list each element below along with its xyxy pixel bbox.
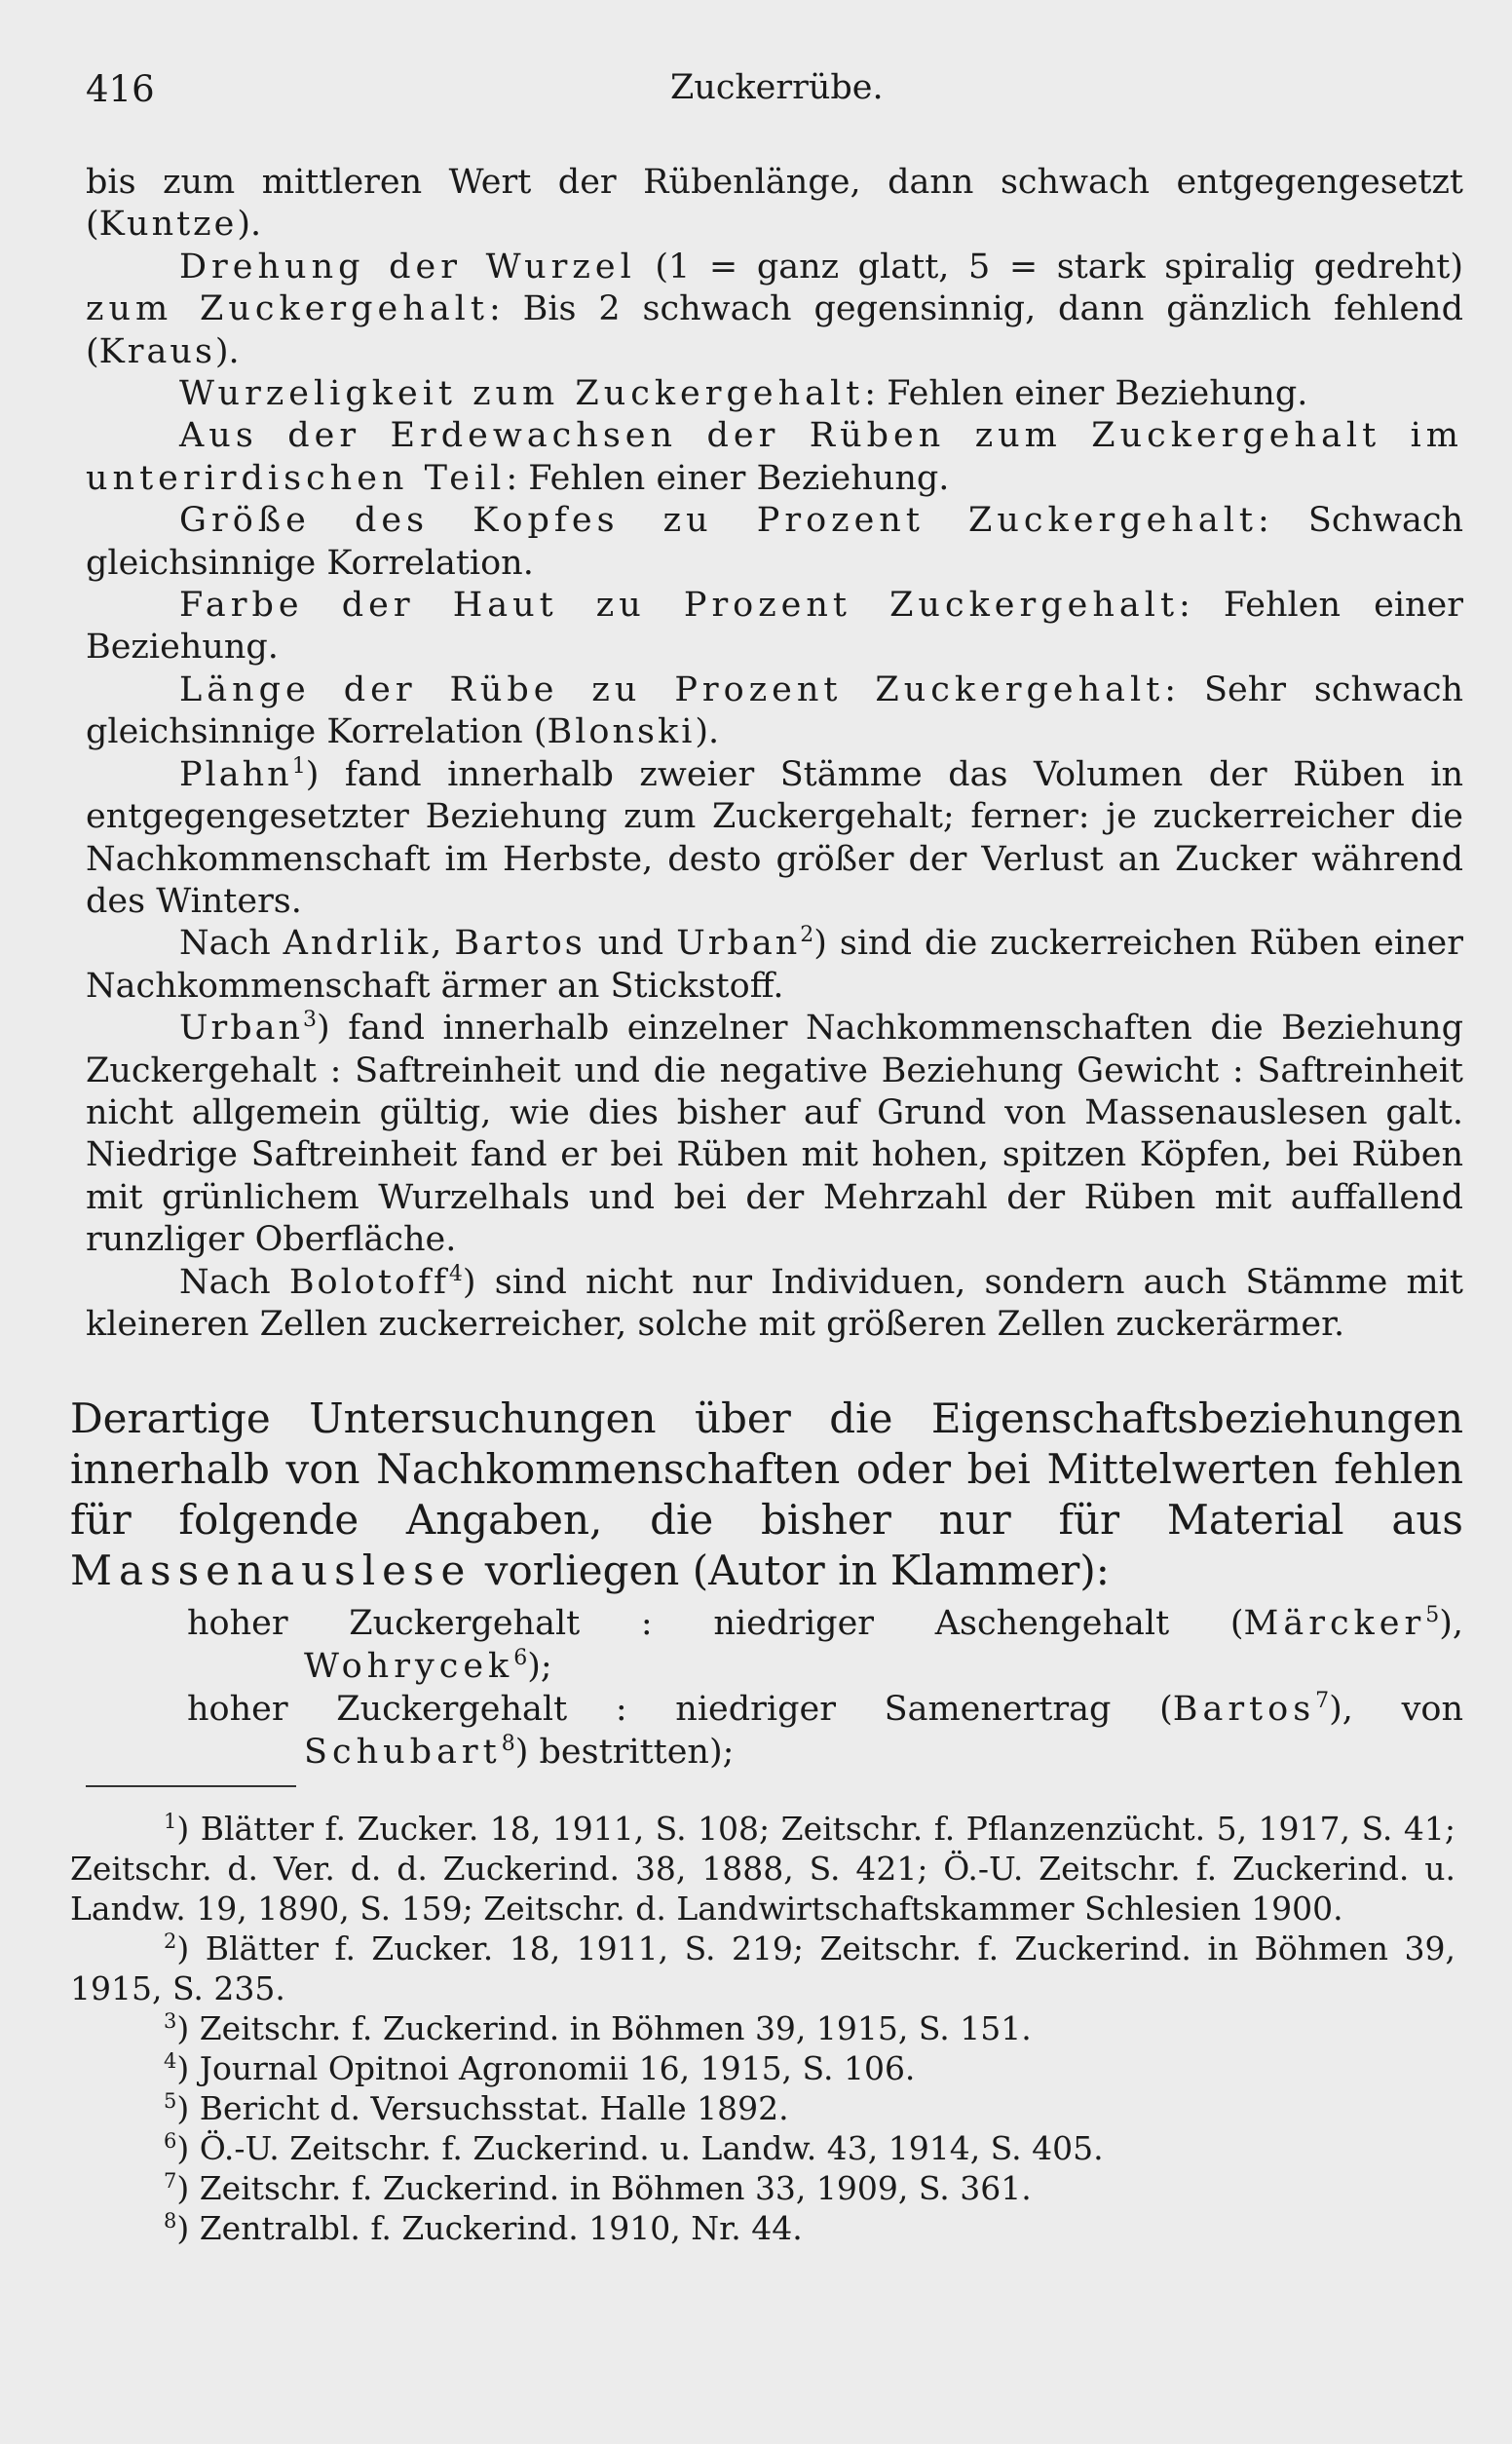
author-name: Kraus xyxy=(98,331,215,371)
footnote-ref: 6 xyxy=(513,1646,528,1670)
paragraph-10: Urban$^3$) fand innerhalb einzelner Nachkommenschaften die Beziehung Zuckergehalt : Saftreinheit und die negative Beziehung Gewicht : Saftreinheit nicht allgemein gültig, wie dies bisher auf Grund von Massenauslesen galt. Niedrige Saftreinheit fand er bei Rüben mit hohen, spitzen Köpfen, bei Rüben mit grünlichem Wurzelhals und bei der Mehrzahl der Rüben mit auffallend runzliger Oberfläche. xyxy=(86,1008,1463,1260)
footnote-ref: 3 xyxy=(303,1008,318,1033)
paragraph-5: Größe des Kopfes zu Prozent Zuckergehalt: Schwach gleichsinnige Korrelation. xyxy=(86,501,1463,583)
footnote-number: 2 xyxy=(164,1929,177,1953)
footnote-number: 6 xyxy=(164,2129,177,2153)
footnote: $^3$) Zeitschr. f. Zuckerind. in Böhmen 39, 1915, S. 151. xyxy=(164,2009,1032,2047)
footnote-ref: 4 xyxy=(448,1261,463,1286)
author-name: Blonski xyxy=(547,712,696,752)
author-name: Kuntze xyxy=(98,205,238,245)
large-text-section xyxy=(70,1394,1463,1774)
paragraph-1: bis zum mittleren Wert der Rübenlänge, dann schwach entgegengesetzt (Kuntze). xyxy=(86,163,1463,245)
footnote: $^5$) Bericht d. Versuchsstat. Halle 1892. xyxy=(164,2089,789,2127)
author-name: Schubart xyxy=(304,1733,502,1772)
spaced-term: Massenauslese xyxy=(70,1547,472,1594)
large-paragraph: Derartige Untersuchungen über die Eigenschaftsbeziehungen innerhalb von Nachkommenschaften oder bei Mittelwerten fehlen für folgende Angaben, die bisher nur für Material aus Massenauslese vorliegen (Autor in Klammer): xyxy=(70,1394,1463,1594)
paragraph-lead: Farbe der Haut zu Prozent Zuckergehalt xyxy=(179,586,1180,626)
footnote-ref: 7 xyxy=(1315,1689,1330,1713)
paragraph-lead: Aus der Erdewachsen der Rüben zum Zuckergehalt im unterirdischen Teil xyxy=(86,416,1463,498)
author-name: Plahn xyxy=(179,754,292,794)
paragraph-lead: Größe des Kopfes zu Prozent Zuckergehalt xyxy=(179,501,1258,541)
author-name: Urban xyxy=(179,1009,304,1049)
footnote-ref: 1 xyxy=(291,753,306,779)
footnote-number: 4 xyxy=(164,2049,177,2073)
list-item: hoher Zuckergehalt : niedriger Aschengehalt (Märcker$^5$), Wohrycek$^6$); xyxy=(187,1603,1463,1686)
author-name: Bartos xyxy=(1172,1690,1316,1729)
paragraph-3: Wurzeligkeit zum Zuckergehalt: Fehlen einer Beziehung. xyxy=(179,374,1308,414)
paragraph-7: Länge der Rübe zu Prozent Zuckergehalt: Sehr schwach gleichsinnige Korrelation (Blonski). xyxy=(86,669,1463,752)
author-name: Andrlik xyxy=(283,924,432,964)
footnote: $^1$) Blätter f. Zucker. 18, 1911, S. 108; Zeitschr. f. Pflanzenzücht. 5, 1917, S. 41; Zeitschr. d. Ver. d. d. Zuckerind. 38, 1888, S. 421; Ö.-U. Zeitschr. f. Zuckerind. u. Landw. 19, 1890, S. 159; Zeitschr. d. Landwirtschaftskammer Schlesien 1900. xyxy=(70,1810,1455,1928)
footnote-number: 8 xyxy=(164,2209,177,2233)
page-header xyxy=(86,68,1463,117)
paragraph-11: Nach Bolotoff$^4$) sind nicht nur Individuen, sondern auch Stämme mit kleineren Zellen zuckerreicher, solche mit größeren Zellen zuckerärmer. xyxy=(86,1261,1463,1344)
footnote-number: 7 xyxy=(164,2169,177,2193)
footnote-ref: 2 xyxy=(800,923,814,948)
author-name: Wohrycek xyxy=(304,1647,514,1686)
footnote-ref: 8 xyxy=(501,1732,515,1756)
footnote: $^4$) Journal Opitnoi Agronomii 16, 1915, S. 106. xyxy=(164,2049,916,2087)
paragraph-lead: Drehung der Wurzel xyxy=(179,247,636,286)
paragraph-2: Drehung der Wurzel (1 = ganz glatt, 5 = stark spiralig gedreht) zum Zuckergehalt: Bis 2 schwach gegensinnig, dann gänzlich fehlend (Kraus). xyxy=(86,247,1464,371)
list-item: hoher Zuckergehalt : niedriger Samenertrag (Bartos$^7$), von Schubart$^8$) bestritten); xyxy=(187,1689,1463,1772)
page-number: 416 xyxy=(86,68,155,110)
footnote-divider xyxy=(86,1785,296,1787)
footnote: $^7$) Zeitschr. f. Zuckerind. in Böhmen 33, 1909, S. 361. xyxy=(164,2169,1032,2207)
paragraph-9: Nach Andrlik, Bartos und Urban$^2$) sind die zuckerreichen Rüben einer Nachkommenschaft ärmer an Stickstoff. xyxy=(86,923,1463,1006)
footnote-number: 3 xyxy=(164,2009,177,2033)
footnote: $^8$) Zentralbl. f. Zuckerind. 1910, Nr. 44. xyxy=(164,2209,803,2247)
paragraph-8: Plahn$^1$) fand innerhalb zweier Stämme das Volumen der Rüben in entgegengesetzter Beziehung zum Zuckergehalt; ferner: je zuckerreicher die Nachkommenschaft im Herbste, desto größer der Verlust an Zucker während des Winters. xyxy=(86,753,1463,921)
paragraph-lead: zum Zuckergehalt xyxy=(86,289,489,329)
paragraph-4: Aus der Erdewachsen der Rüben zum Zuckergehalt im unterirdischen Teil: Fehlen einer Beziehung. xyxy=(86,416,1463,498)
author-name: Märcker xyxy=(1243,1604,1426,1643)
footnotes xyxy=(70,1809,1455,2248)
footnote: $^2$) Blätter f. Zucker. 18, 1911, S. 219; Zeitschr. f. Zuckerind. in Böhmen 39, 1915, S. 235. xyxy=(70,1929,1455,2007)
footnote-number: 5 xyxy=(164,2089,177,2113)
footnote-number: 1 xyxy=(164,1810,177,1833)
main-text xyxy=(86,162,1463,1346)
author-name: Bartos xyxy=(454,924,586,964)
paragraph-6: Farbe der Haut zu Prozent Zuckergehalt: Fehlen einer Beziehung. xyxy=(86,586,1463,668)
author-name: Bolotoff xyxy=(288,1262,449,1302)
footnote: $^6$) Ö.-U. Zeitschr. f. Zuckerind. u. Landw. 43, 1914, S. 405. xyxy=(164,2129,1104,2167)
footnote-ref: 5 xyxy=(1425,1603,1440,1627)
running-title: Zuckerrübe. xyxy=(670,68,884,107)
paragraph-lead: Wurzeligkeit zum Zuckergehalt xyxy=(179,374,865,414)
author-name: Urban xyxy=(676,924,801,964)
paragraph-lead: Länge der Rübe zu Prozent Zuckergehalt xyxy=(179,669,1165,709)
